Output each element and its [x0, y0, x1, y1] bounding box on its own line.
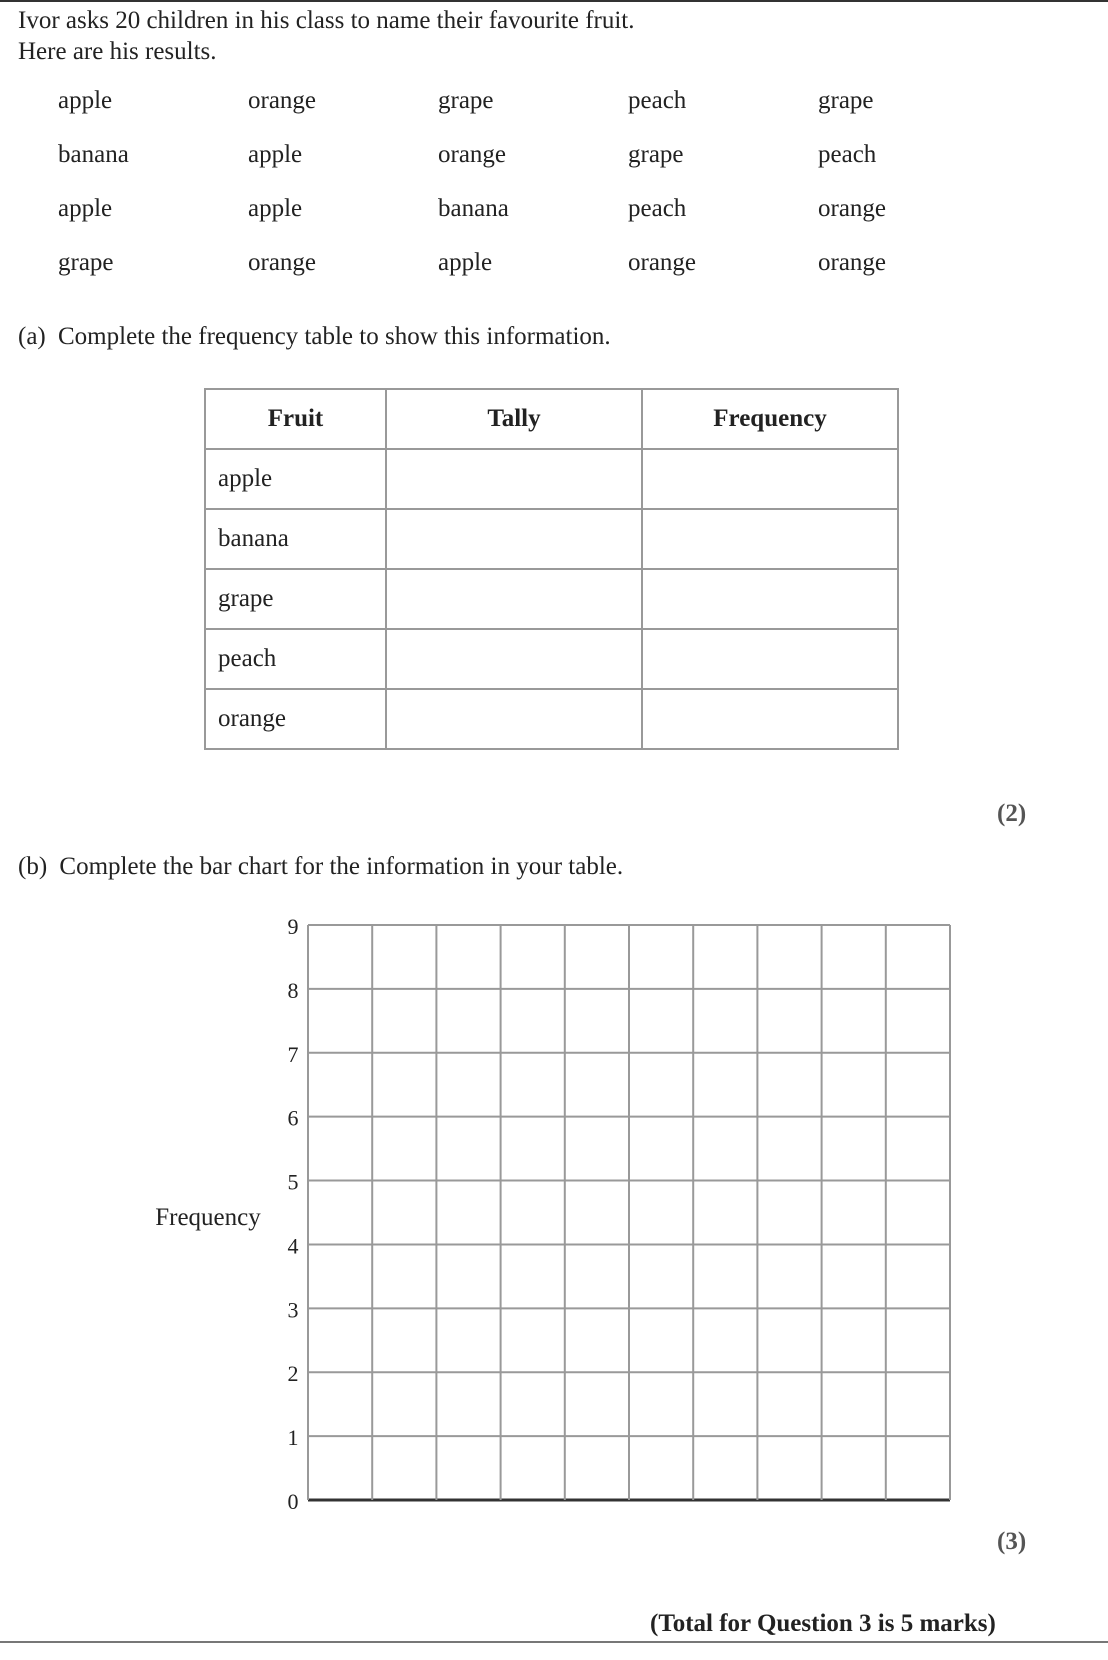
result-word: apple [58, 87, 113, 114]
frequency-table [204, 388, 899, 750]
frequency-cell[interactable] [642, 449, 898, 509]
table-row [205, 569, 898, 629]
part-b-question [18, 852, 623, 882]
part-a-marks: (2) [997, 800, 1027, 827]
result-word: peach [818, 141, 877, 168]
top-rule [0, 0, 1108, 2]
tally-cell[interactable] [386, 509, 642, 569]
y-tick-label: 2 [287, 1361, 299, 1387]
fruit-cell: peach [205, 629, 386, 689]
table-row [205, 629, 898, 689]
tally-cell[interactable] [386, 689, 642, 749]
result-word: peach [628, 87, 687, 114]
tally-cell[interactable] [386, 449, 642, 509]
part-b-label: (b) [18, 853, 48, 880]
y-tick-label: 1 [287, 1425, 299, 1451]
result-word: orange [438, 141, 507, 168]
table-header-row [205, 389, 898, 449]
intro-line-2: Here are his results. [18, 38, 217, 65]
intro-line-1: Ivor asks 20 children in his class to name their favourite fruit. [18, 7, 635, 34]
result-word: banana [438, 195, 509, 222]
frequency-cell[interactable] [642, 569, 898, 629]
fruit-cell: orange [205, 689, 386, 749]
result-word: apple [248, 141, 303, 168]
header-frequency: Frequency [642, 389, 898, 449]
bar-chart [0, 900, 1108, 1520]
chart-y-label: Frequency [155, 1204, 261, 1231]
table-row [205, 509, 898, 569]
table-row [205, 449, 898, 509]
table-row [205, 689, 898, 749]
result-word: orange [818, 249, 887, 276]
part-a-label: (a) [18, 323, 46, 350]
frequency-cell[interactable] [642, 509, 898, 569]
result-word: orange [818, 195, 887, 222]
result-word: orange [248, 87, 317, 114]
part-a-question [18, 322, 611, 352]
part-b-text: Complete the bar chart for the information in your table. [59, 853, 624, 880]
header-fruit: Fruit [205, 389, 386, 449]
result-word: banana [58, 141, 129, 168]
frequency-cell[interactable] [642, 689, 898, 749]
results-grid [58, 86, 1008, 302]
part-a-text: Complete the frequency table to show this information. [58, 323, 611, 350]
result-word: apple [438, 249, 493, 276]
result-word: orange [628, 249, 697, 276]
y-tick-label: 8 [287, 977, 299, 1003]
fruit-cell: grape [205, 569, 386, 629]
result-word: apple [58, 195, 113, 222]
part-b-marks: (3) [997, 1528, 1027, 1555]
y-tick-label: 6 [287, 1105, 299, 1131]
result-word: grape [438, 87, 494, 114]
tally-cell[interactable] [386, 629, 642, 689]
bottom-rule [0, 1641, 1108, 1643]
frequency-cell[interactable] [642, 629, 898, 689]
tally-cell[interactable] [386, 569, 642, 629]
chart-y-ticks [288, 914, 299, 1514]
result-word: apple [248, 195, 303, 222]
result-word: peach [628, 195, 687, 222]
result-word: grape [628, 141, 684, 168]
y-tick-label: 5 [287, 1169, 299, 1195]
y-tick-label: 3 [287, 1297, 299, 1323]
header-tally: Tally [386, 389, 642, 449]
y-tick-label: 4 [287, 1233, 299, 1259]
fruit-cell: apple [205, 449, 386, 509]
y-tick-label: 7 [287, 1041, 299, 1067]
y-tick-label: 0 [287, 1489, 299, 1514]
chart-grid [308, 925, 950, 1500]
y-tick-label: 9 [287, 914, 299, 939]
question-total: (Total for Question 3 is 5 marks) [650, 1610, 996, 1637]
fruit-cell: banana [205, 509, 386, 569]
result-word: orange [248, 249, 317, 276]
result-word: grape [58, 249, 114, 276]
result-word: grape [818, 87, 874, 114]
